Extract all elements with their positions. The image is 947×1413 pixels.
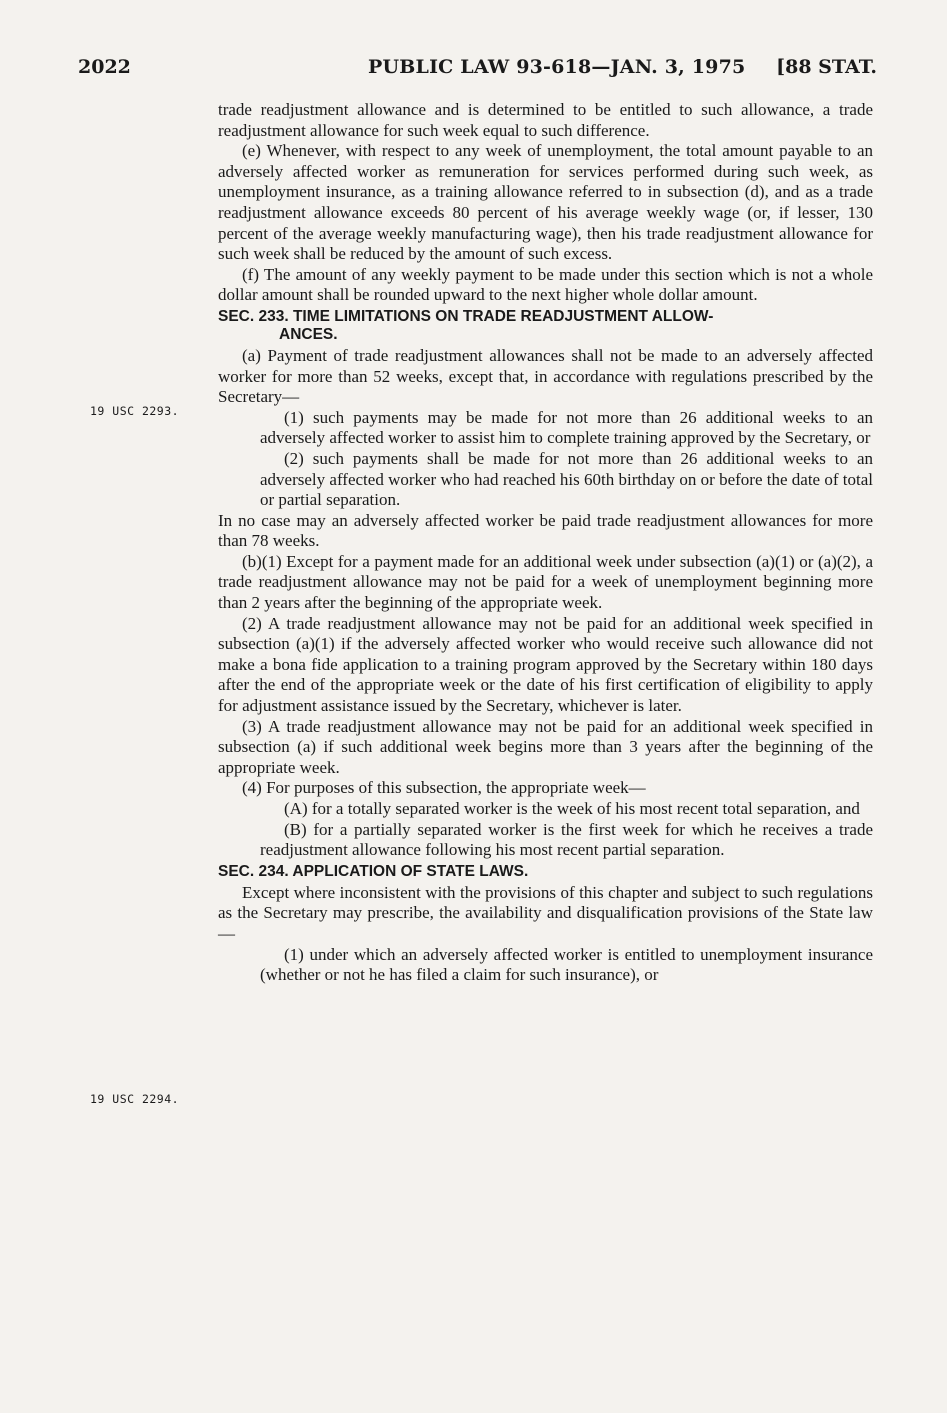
paragraph-233-a-1: (1) such payments may be made for not more than 26 additional weeks to an adversely affected worker to assist him to complete training approved by the Secretary, or: [260, 407, 873, 448]
section-233-heading-line2: ANCES.: [279, 325, 338, 343]
paragraph-f: (f) The amount of any weekly payment to be made under this section which is not a whole dollar amount shall be rounded upward to the next higher whole dollar amount.: [218, 264, 873, 305]
paragraph-233-b-3: (3) A trade readjustment allowance may not be paid for an additional week specified in subsection (a) if such additional week begins more than 3 years after the beginning of the appropriate week.: [218, 716, 873, 777]
page-header: [78, 56, 877, 84]
paragraph-233-b-4-B: (B) for a partially separated worker is the first week for which he receives a trade readjustment allowance following his most recent partial separation.: [260, 819, 873, 860]
paragraph-e: (e) Whenever, with respect to any week of unemployment, the total amount payable to an adversely affected worker as remuneration for services performed during such week, as unemployment insurance, as a training allowance referred to in subsection (d), and as a trade readjustment allowance exceeds 80 percent of his average weekly wage (or, if lesser, 130 percent of the average weekly manufacturing wage), then his trade readjustment allowance for such week shall be reduced by the amount of such excess.: [218, 141, 873, 264]
page-number: 2022: [78, 56, 131, 78]
section-233-heading-line1: SEC. 233. TIME LIMITATIONS ON TRADE READJUSTMENT ALLOW-: [218, 307, 714, 325]
margin-citation-sec234: 19 USC 2294.: [90, 1092, 180, 1106]
paragraph-233-b-4-A: (A) for a totally separated worker is the week of his most recent total separation, and: [284, 799, 860, 818]
paragraph-233-a-end: In no case may an adversely affected worker be paid trade readjustment allowances for more than 78 weeks.: [218, 510, 873, 551]
volume-reference: [88 STAT.: [776, 56, 877, 78]
paragraph-233-a-2: (2) such payments shall be made for not more than 26 additional weeks to an adversely affected worker who had reached his 60th birthday on or before the date of total or partial separation.: [260, 448, 873, 510]
paragraph-233-b-4: (4) For purposes of this subsection, the appropriate week—: [242, 778, 646, 798]
paragraph-233-a: (a) Payment of trade readjustment allowances shall not be made to an adversely affected worker for more than 52 weeks, except that, in accordance with regulations prescribed by the Secretary—: [218, 345, 873, 407]
paragraph-233-b-2: (2) A trade readjustment allowance may not be paid for an additional week specified in subsection (a)(1) if the adversely affected worker who would receive such allowance did not make a bona fide application to a training program approved by the Secretary within 180 days after the end of the appropriate week or the date of his first certification of eligibility to apply for adjustment assistance issued by the Secretary, whichever is later.: [218, 613, 873, 716]
section-234-heading: SEC. 234. APPLICATION OF STATE LAWS.: [218, 862, 529, 880]
paragraph-234: Except where inconsistent with the provisions of this chapter and subject to such regulations as the Secretary may prescribe, the availability and disqualification provisions of the State law—: [218, 882, 873, 943]
document-body: [218, 100, 873, 986]
paragraph-continuation: trade readjustment allowance and is determined to be entitled to such allowance, a trade readjustment allowance for such week equal to such difference.: [218, 100, 873, 140]
section-233-heading: [218, 308, 873, 344]
running-title: PUBLIC LAW 93-618—JAN. 3, 1975: [368, 56, 746, 78]
margin-citation-sec233: 19 USC 2293.: [90, 404, 180, 418]
paragraph-233-b-1: (b)(1) Except for a payment made for an additional week under subsection (a)(1) or (a)(2), a trade readjustment allowance may not be paid for a week of unemployment beginning more than 2 years after the beginning of the appropriate week.: [218, 551, 873, 613]
paragraph-234-1: (1) under which an adversely affected worker is entitled to unemployment insurance (whether or not he has filed a claim for such insurance), or: [260, 944, 873, 985]
